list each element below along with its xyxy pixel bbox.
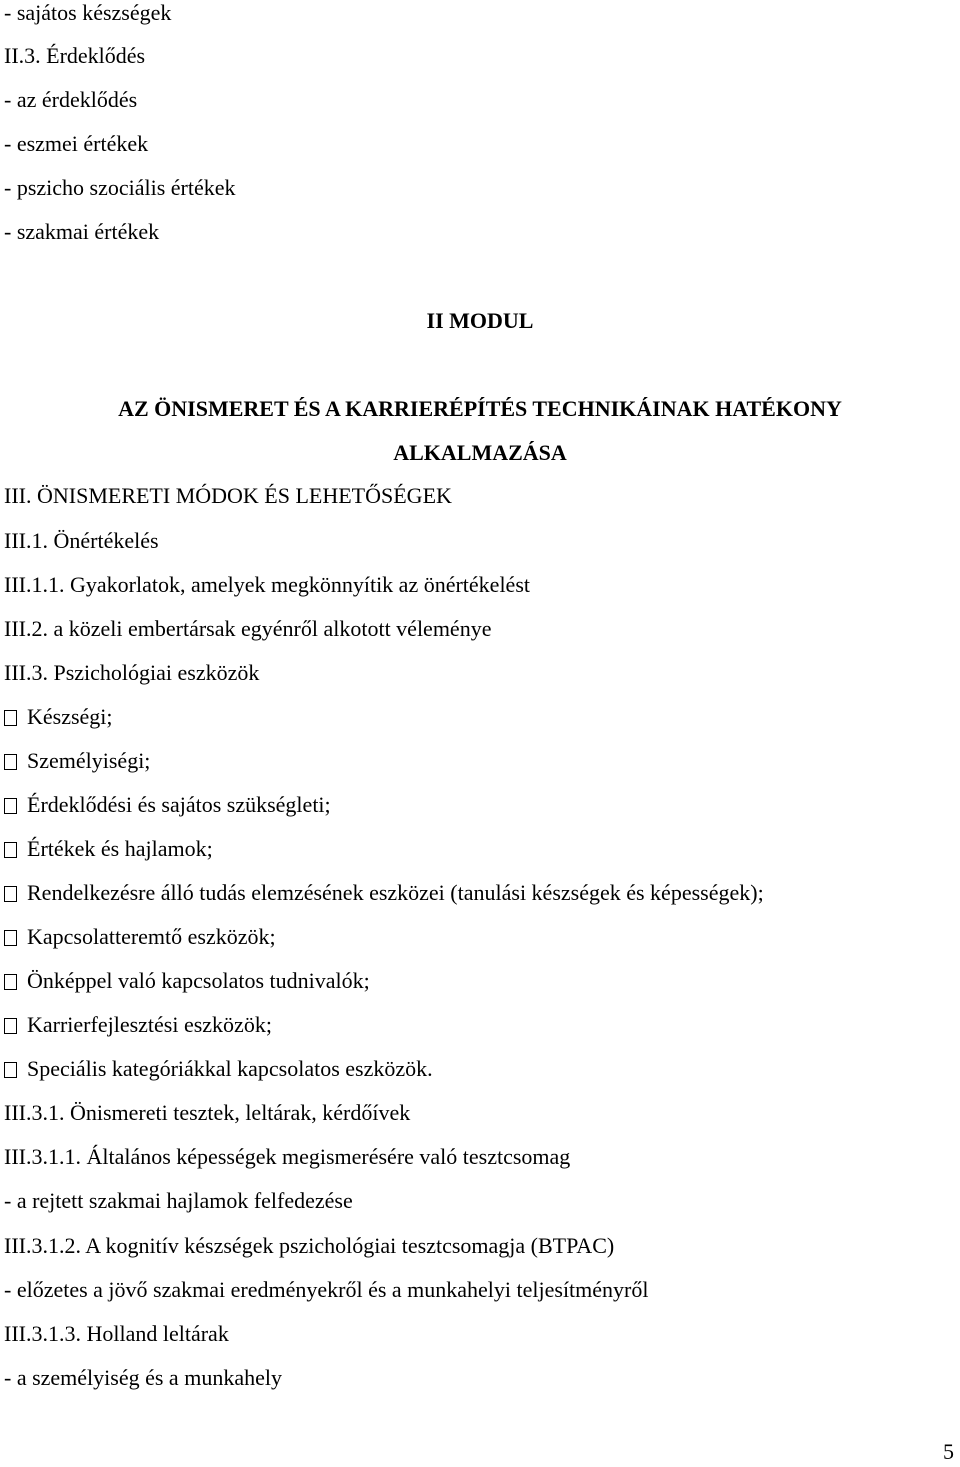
checkbox-icon — [4, 974, 17, 990]
list-item: - sajátos készségek — [4, 0, 172, 25]
list-item: - eszmei értékek — [4, 131, 149, 156]
subsection-heading: III.3.1.2. A kognitív készségek pszichológiai tesztcsomagja (BTPAC) — [4, 1233, 615, 1258]
checkbox-icon — [4, 710, 17, 726]
bullet-item — [4, 880, 764, 906]
subsection-heading: III.3.1.1. Általános képességek megismerésére való tesztcsomag — [4, 1144, 571, 1169]
section-heading: III. ÖNISMERETI MÓDOK ÉS LEHETŐSÉGEK — [4, 483, 452, 508]
bullet-item — [4, 836, 213, 862]
bullet-item — [4, 1012, 272, 1038]
bullet-item — [4, 704, 113, 730]
bullet-item — [4, 1056, 433, 1082]
bullet-item — [4, 792, 331, 818]
list-item: - előzetes a jövő szakmai eredményekről és a munkahelyi teljesítményről — [4, 1277, 649, 1302]
module-title-line-1: AZ ÖNISMERET ÉS A KARRIERÉPÍTÉS TECHNIKÁINAK HATÉKONY — [118, 396, 842, 421]
bullet-item — [4, 924, 276, 950]
list-item: - az érdeklődés — [4, 87, 138, 112]
bullet-item — [4, 968, 370, 994]
subsection-heading: III.3. Pszichológiai eszközök — [4, 660, 260, 685]
module-title-line-2: ALKALMAZÁSA — [393, 440, 567, 465]
list-item: - a rejtett szakmai hajlamok felfedezése — [4, 1188, 353, 1213]
bullet-text: Érdeklődési és sajátos szükségleti; — [27, 792, 331, 817]
checkbox-icon — [4, 930, 17, 946]
checkbox-icon — [4, 886, 17, 902]
list-item: - a személyiség és a munkahely — [4, 1365, 282, 1390]
page-number: 5 — [943, 1439, 954, 1464]
subsection-heading: III.1. Önértékelés — [4, 528, 159, 553]
bullet-text: Önképpel való kapcsolatos tudnivalók; — [27, 968, 370, 993]
subsection-heading: III.3.1. Önismereti tesztek, leltárak, kérdőívek — [4, 1100, 411, 1125]
subsection-heading: III.1.1. Gyakorlatok, amelyek megkönnyítik az önértékelést — [4, 572, 530, 597]
bullet-text: Rendelkezésre álló tudás elemzésének eszközei (tanulási készségek és képességek); — [27, 880, 764, 905]
bullet-text: Karrierfejlesztési eszközök; — [27, 1012, 272, 1037]
checkbox-icon — [4, 1062, 17, 1078]
bullet-text: Kapcsolatteremtő eszközök; — [27, 924, 276, 949]
checkbox-icon — [4, 754, 17, 770]
checkbox-icon — [4, 1018, 17, 1034]
bullet-text: Értékek és hajlamok; — [27, 836, 213, 861]
bullet-text: Készségi; — [27, 704, 113, 729]
bullet-text: Személyiségi; — [27, 748, 151, 773]
bullet-item — [4, 748, 150, 774]
list-item: - pszicho szociális értékek — [4, 175, 236, 200]
module-label: II MODUL — [426, 308, 534, 333]
section-heading: II.3. Érdeklődés — [4, 43, 146, 68]
subsection-heading: III.2. a közeli embertársak egyénről alkotott véleménye — [4, 616, 492, 641]
checkbox-icon — [4, 798, 17, 814]
bullet-text: Speciális kategóriákkal kapcsolatos eszközök. — [27, 1056, 433, 1081]
list-item: - szakmai értékek — [4, 219, 160, 244]
subsection-heading: III.3.1.3. Holland leltárak — [4, 1321, 229, 1346]
checkbox-icon — [4, 842, 17, 858]
